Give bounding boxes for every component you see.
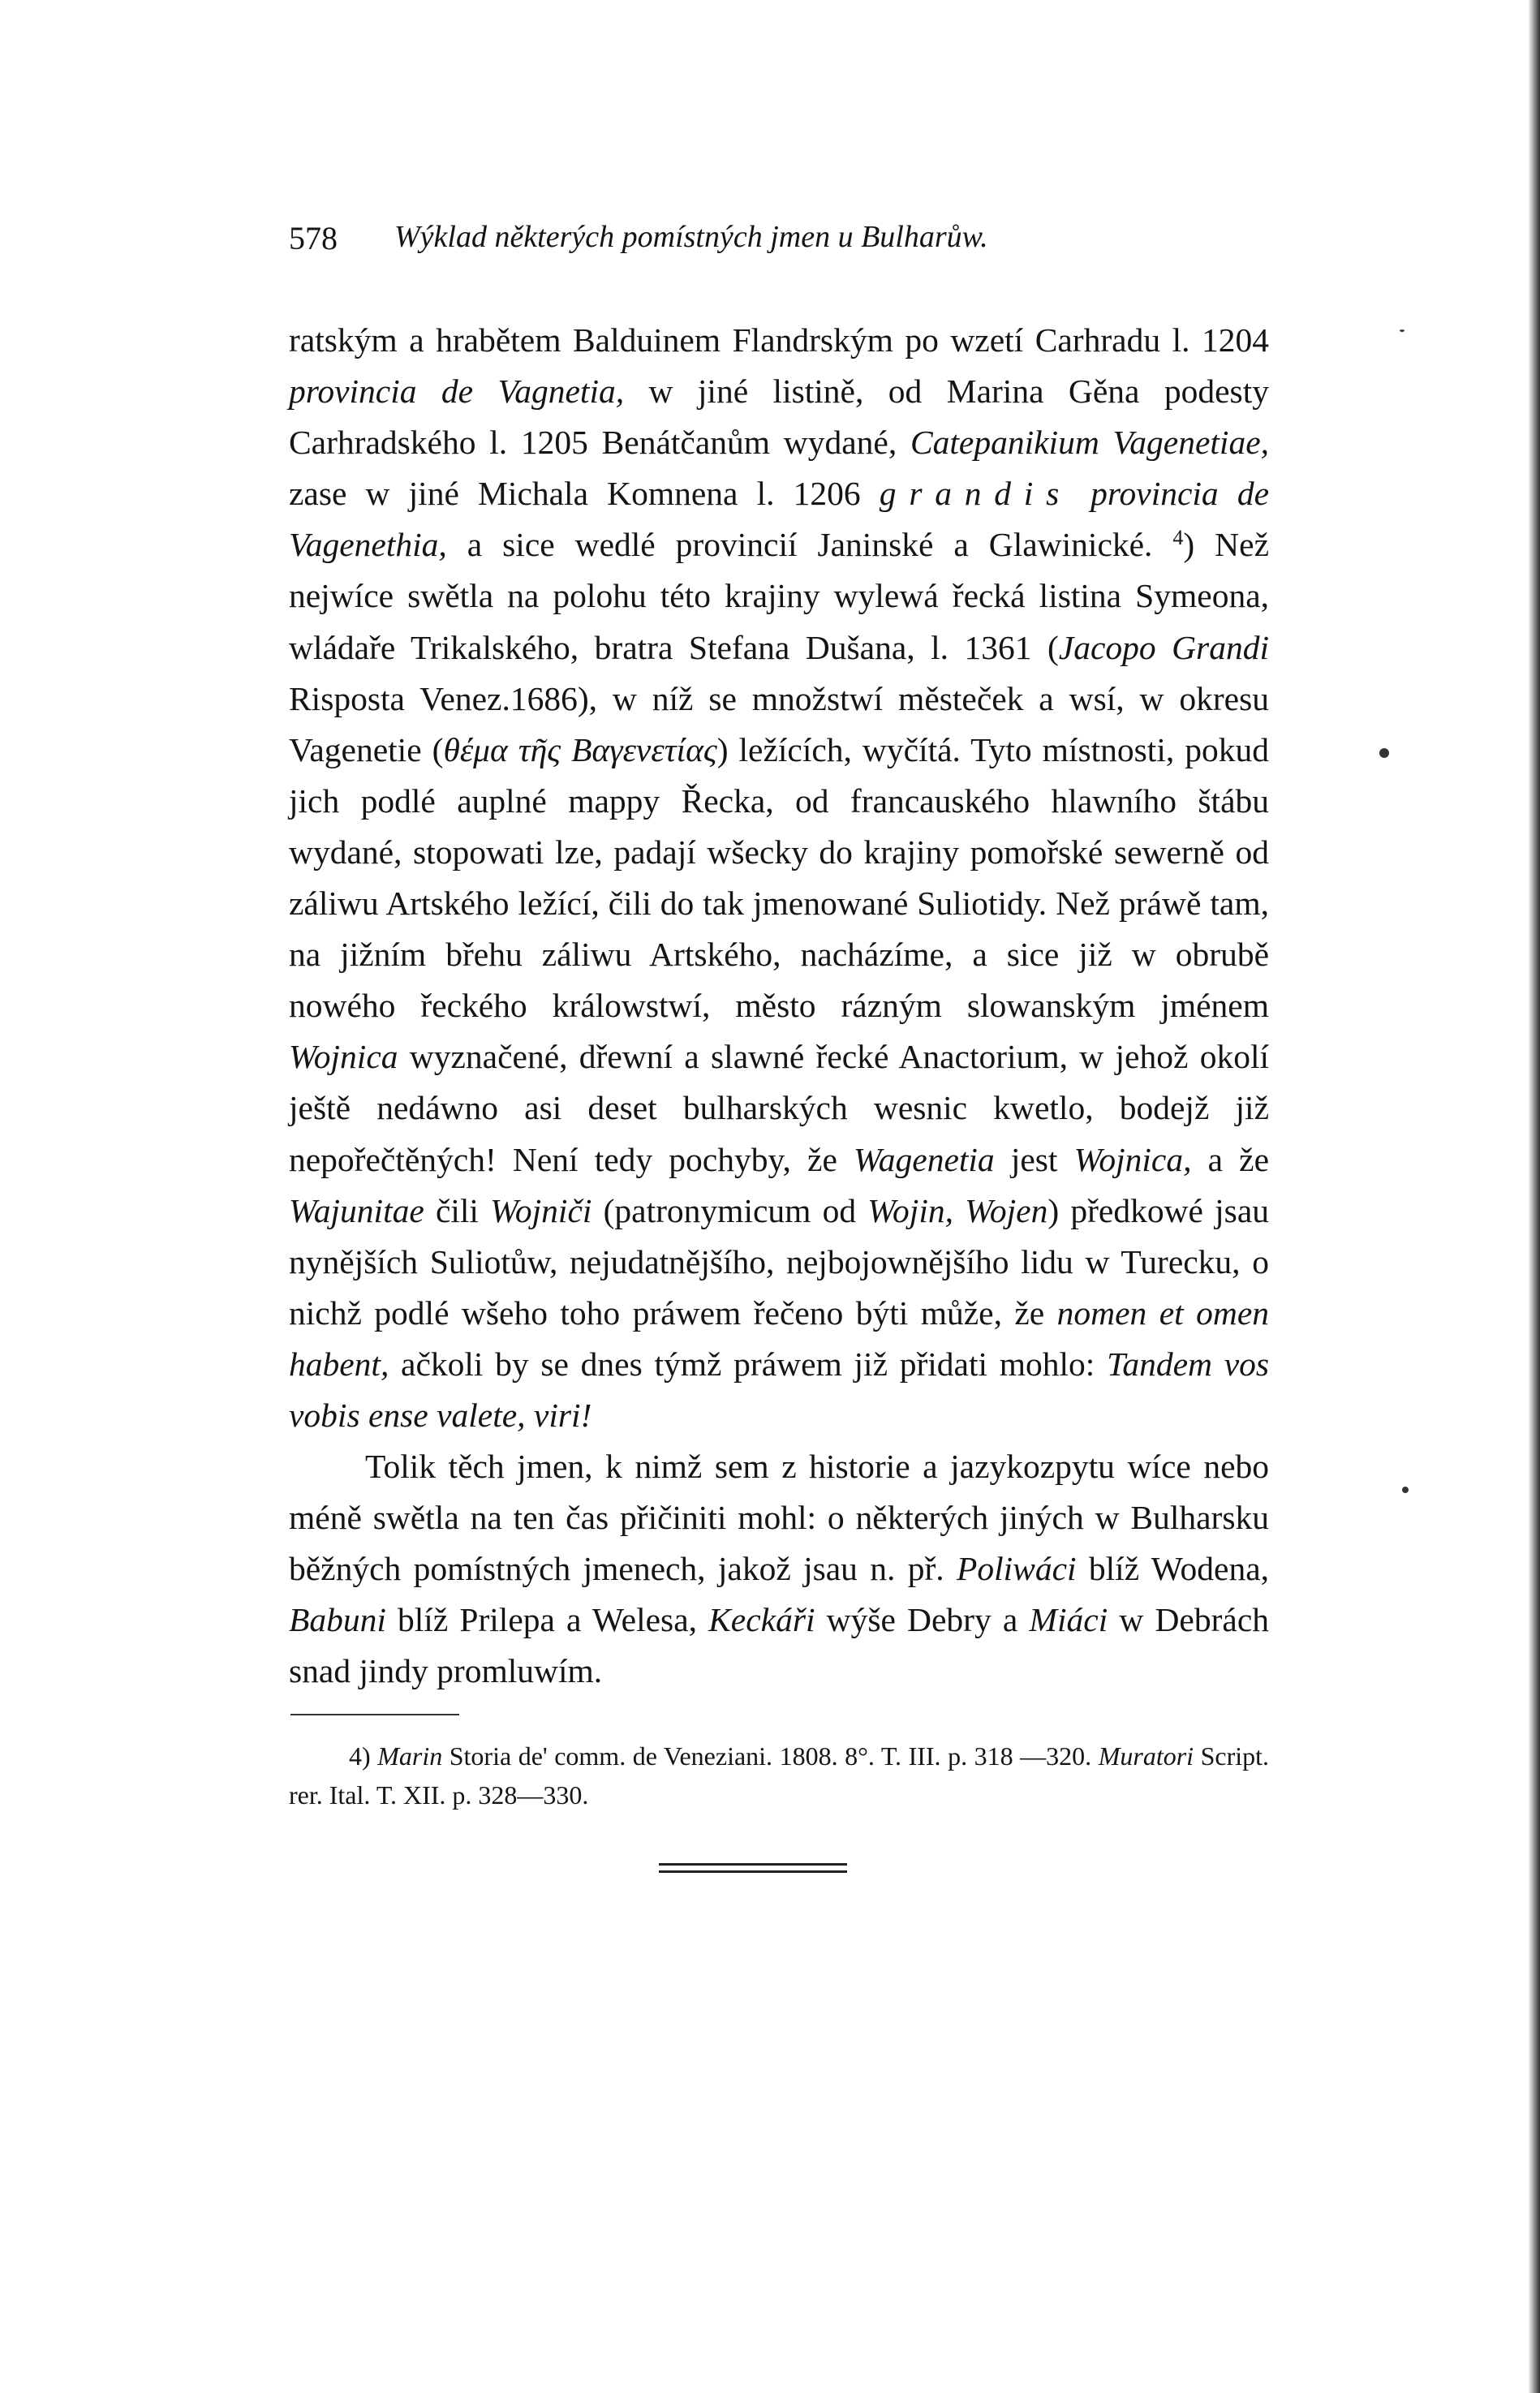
scan-speck [1379,748,1389,758]
running-title: Wýklad některých pomístných jmen u Bulharůw. [394,220,988,254]
rule-line [659,1870,847,1873]
paragraph-2: Tolik těch jmen, k nimž sem z historie a jazykozpytu wíce nebo méně swětla na ten čas přičiniti mohl: o některých jiných w Bulharsku běžných pomístných jmenech, jakož jsau n. př. Poliwáci blíž Wodena, Babuni blíž Prilepa a Welesa, Keckáři wýše Debry a Miáci w Debrách snad jindy promluwím. [289,1448,1270,1690]
footnotes [289,1737,1269,1814]
body-text [289,315,1269,1698]
book-page [289,219,1269,1878]
scan-speck [1402,1487,1409,1493]
footnote-ref: 4 [1172,526,1184,550]
scan-speck [1400,329,1404,332]
rule-line [659,1863,847,1866]
paragraph-1: ratským a hrabětem Balduinem Flandrským po wzetí Carhradu l. 1204 provincia de Vagnetia, w jiné listině, od Marina Gěna podesty Carhradského l. 1205 Benátčanům wydané, Catepanikium Vagenetiae, zase w jiné Michala Komnena l. 1206 grandis provincia de Vagenethia, a sice wedlé provincií Janinské a Glawinické. $^4$) Než nejwíce swětla na polohu této krajiny wylewá řecká listina Symeona, wládaře Trikalského, bratra Stefana Dušana, l. 1361 (Jacopo Grandi Risposta Venez.1686), w níž se množstwí městeček a wsí, w okresu Vagenetie (θέμα τῆς Βαγενετίας) ležících, wyčítá. Tyto místnosti, pokud jich podlé auplné mappy Řecka, od francauského hlawního štábu wydané, stopowati lze, padají wšecky do krajiny pomořské sewerně od záliwu Artského ležící, čili do tak jmenowané Suliotidy. Než práwě tam, na jižním břehu záliwu Artského, nacházíme, a sice již w obrubě nowého řeckého králowstwí, město rázným slowanským jménem Wojnica wyznačené, dřewní a slawné řecké Anactorium, w jehož okolí ještě nedáwno asi deset bulharských wesnic kwetlo, bodejž již nepořečtěných! Není tedy pochyby, že Wagenetia jest Wojnica, a že Wajunitae čili Wojniči (patronymicum od Wojin, Wojen) předkowé jsau nynějších Suliotůw, nejudatnějšího, nejbojownějšího lidu w Turecku, o nichž podlé wšeho toho práwem řečeno býti může, že nomen et omen habent, ačkoli by se dnes týmž práwem již přidati mohlo: Tandem vos vobis ense valete, viri! [289,321,1270,1434]
greek-phrase: θέμα τῆς Βαγενετίας [443,730,717,768]
footnote-separator [290,1714,459,1715]
running-head [289,219,1269,263]
page-number: 578 [289,220,338,256]
footnote-4: 4) Marin Storia de' comm. de Veneziani. 1808. 8°. T. III. p. 318 —320. Muratori Script. rer. Ital. T. XII. p. 328—330. [289,1741,1270,1810]
end-ornament-rules [659,1863,847,1873]
scan-page-edge [1529,0,1540,2393]
